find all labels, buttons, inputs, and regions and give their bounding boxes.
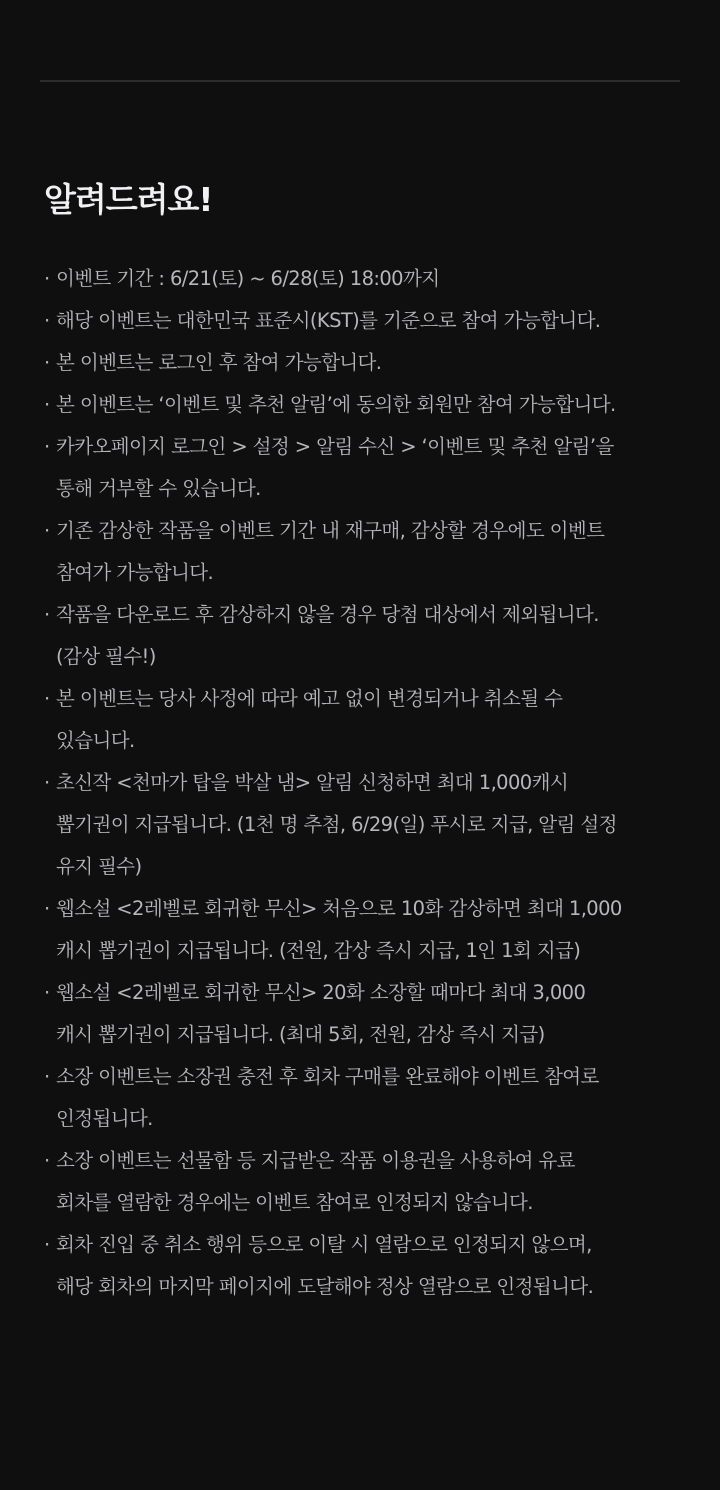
bullet-dot: · bbox=[44, 1233, 50, 1256]
notice-item-text: 해당 이벤트는 대한민국 표준시(KST)를 기준으로 참여 가능합니다. bbox=[56, 309, 601, 332]
notice-item-text: 소장 이벤트는 선물함 등 지급받은 작품 이용권을 사용하여 유료 bbox=[56, 1149, 575, 1172]
section-divider bbox=[40, 80, 680, 82]
notice-item bbox=[44, 678, 684, 762]
bullet-dot: · bbox=[44, 435, 50, 458]
notice-item-text: 작품을 다운로드 후 감상하지 않을 경우 당첨 대상에서 제외됩니다. bbox=[56, 603, 599, 626]
notice-item-text: 소장 이벤트는 소장권 충전 후 회차 구매를 완료해야 이벤트 참여로 bbox=[56, 1065, 599, 1088]
notice-item bbox=[44, 342, 684, 384]
notice-item-text: 이벤트 기간 : 6/21(토) ~ 6/28(토) 18:00까지 bbox=[56, 267, 440, 290]
notice-item bbox=[44, 426, 684, 510]
bullet-dot: · bbox=[44, 393, 50, 416]
notice-item-text: 카카오페이지 로그인 > 설정 > 알림 수신 > ‘이벤트 및 추천 알림’을 bbox=[56, 435, 614, 458]
notice-item bbox=[44, 888, 684, 972]
notice-list bbox=[44, 258, 684, 1308]
notice-item-text: 회차 진입 중 취소 행위 등으로 이탈 시 열람으로 인정되지 않으며, bbox=[56, 1233, 592, 1256]
notice-item bbox=[44, 594, 684, 678]
notice-item bbox=[44, 258, 684, 300]
notice-item bbox=[44, 384, 684, 426]
bullet-dot: · bbox=[44, 309, 50, 332]
bullet-dot: · bbox=[44, 603, 50, 626]
notice-item-text: 유지 필수) bbox=[56, 855, 142, 878]
notice-section bbox=[44, 176, 684, 1308]
notice-item bbox=[44, 510, 684, 594]
notice-title: 알려드려요! bbox=[44, 180, 213, 219]
notice-item-text: 본 이벤트는 당사 사정에 따라 예고 없이 변경되거나 취소될 수 bbox=[56, 687, 563, 710]
bullet-dot: · bbox=[44, 771, 50, 794]
notice-item bbox=[44, 1224, 684, 1308]
bullet-dot: · bbox=[44, 981, 50, 1004]
notice-item-text: 뽑기권이 지급됩니다. (1천 명 추첨, 6/29(일) 푸시로 지급, 알림 설정 bbox=[56, 813, 617, 836]
bullet-dot: · bbox=[44, 1149, 50, 1172]
notice-item-text: 캐시 뽑기권이 지급됩니다. (최대 5회, 전원, 감상 즉시 지급) bbox=[56, 1023, 545, 1046]
notice-item-text: 본 이벤트는 ‘이벤트 및 추천 알림’에 동의한 회원만 참여 가능합니다. bbox=[56, 393, 616, 416]
notice-item-text: 있습니다. bbox=[56, 729, 135, 752]
notice-item-text: 기존 감상한 작품을 이벤트 기간 내 재구매, 감상할 경우에도 이벤트 bbox=[56, 519, 605, 542]
notice-item-text: 본 이벤트는 로그인 후 참여 가능합니다. bbox=[56, 351, 382, 374]
notice-item-text: 해당 회차의 마지막 페이지에 도달해야 정상 열람으로 인정됩니다. bbox=[56, 1275, 594, 1298]
notice-item-text: 인정됩니다. bbox=[56, 1107, 153, 1130]
notice-item bbox=[44, 762, 684, 888]
notice-item bbox=[44, 1140, 684, 1224]
notice-item-text: 웹소설 <2레벨로 회귀한 무신> 20화 소장할 때마다 최대 3,000 bbox=[56, 981, 586, 1004]
notice-item bbox=[44, 1056, 684, 1140]
notice-item-text: 참여가 가능합니다. bbox=[56, 561, 214, 584]
notice-item-text: 초신작 <천마가 탑을 박살 냄> 알림 신청하면 최대 1,000캐시 bbox=[56, 771, 569, 794]
bullet-dot: · bbox=[44, 687, 50, 710]
bullet-dot: · bbox=[44, 351, 50, 374]
notice-item bbox=[44, 972, 684, 1056]
notice-item-text: 웹소설 <2레벨로 회귀한 무신> 처음으로 10화 감상하면 최대 1,000 bbox=[56, 897, 622, 920]
bullet-dot: · bbox=[44, 1065, 50, 1088]
notice-item-text: 캐시 뽑기권이 지급됩니다. (전원, 감상 즉시 지급, 1인 1회 지급) bbox=[56, 939, 581, 962]
bullet-dot: · bbox=[44, 897, 50, 920]
bullet-dot: · bbox=[44, 519, 50, 542]
notice-item-text: 회차를 열람한 경우에는 이벤트 참여로 인정되지 않습니다. bbox=[56, 1191, 533, 1214]
notice-item-text: 통해 거부할 수 있습니다. bbox=[56, 477, 261, 500]
notice-item bbox=[44, 300, 684, 342]
notice-item-text: (감상 필수!) bbox=[56, 645, 156, 668]
bullet-dot: · bbox=[44, 267, 50, 290]
